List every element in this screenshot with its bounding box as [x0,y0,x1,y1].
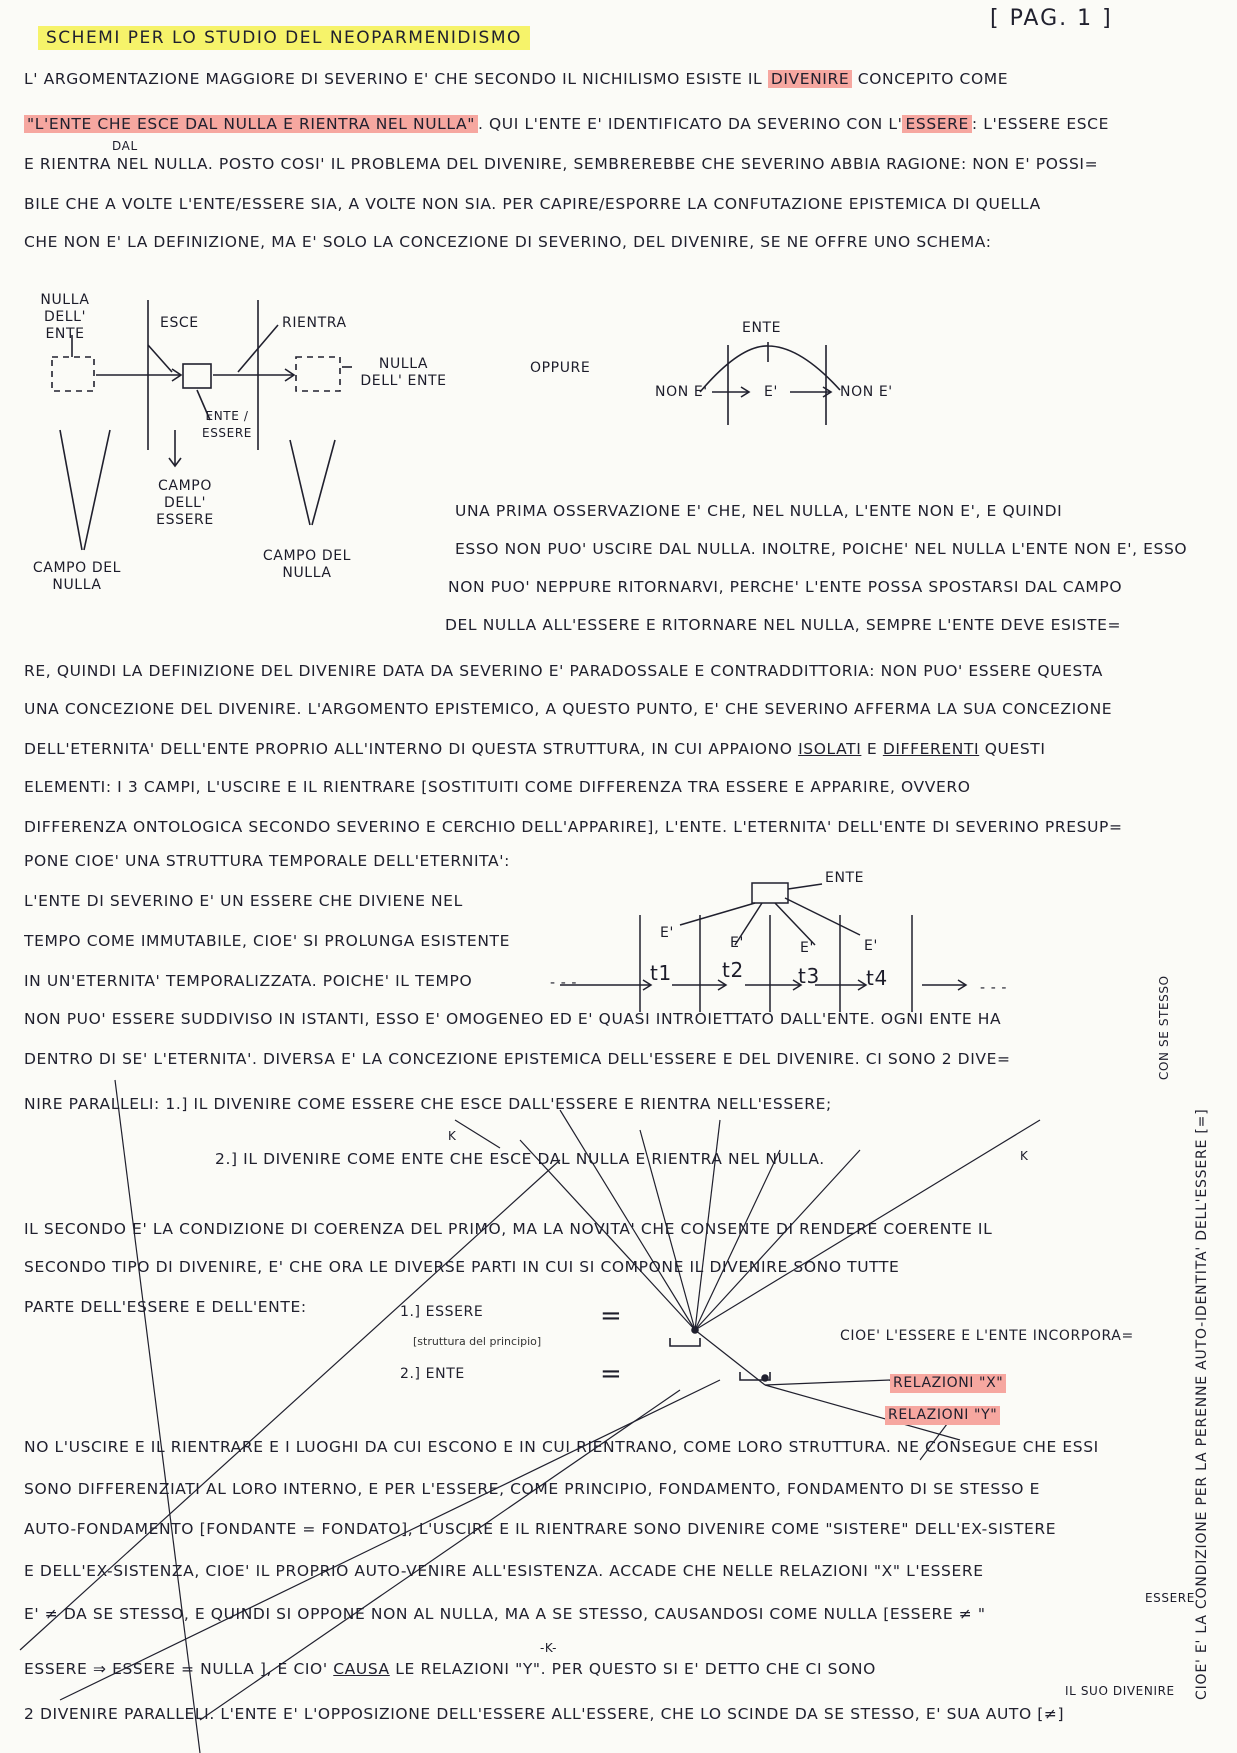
time-line-3: IN UN'ETERNITA' TEMPORALIZZATA. POICHE' IL TEMPO [24,972,473,990]
time-line-5: DENTRO DI SE' L'ETERNITA'. DIVERSA E' LA CONCEZIONE EPISTEMICA DELL'ESSERE E DEL DIVENIRE. CI SONO 2 DIVE= [24,1050,1011,1068]
body-line-3 [24,740,1209,758]
label-k-causa: -K- [540,1641,558,1655]
body-line-5: DIFFERENZA ONTOLOGICA SECONDO SEVERINO E CERCHIO DELL'APPARIRE], L'ENTE. L'ETERNITA' DELL'ENTE DI SEVERINO PRESUP= [24,818,1123,836]
final-line-3: AUTO-FONDAMENTO [FONDANTE = FONDATO], L'USCIRE E IL RIENTRARE SONO DIVENIRE COME "SISTERE" DELL'EX-SISTERE [24,1520,1057,1538]
insert-dal: DAL [112,139,138,153]
equals-2: = [600,1359,623,1389]
time-line-4: NON PUO' ESSERE SUDDIVISO IN ISTANTI, ESSO E' OMOGENEO ED E' QUASI INTROIETTATO DALL'ENTE. OGNI ENTE HA [24,1010,1002,1028]
page-title: SCHEMI PER LO STUDIO DEL NEOPARMENIDISMO [38,26,530,50]
bracket-glyphs [670,1327,770,1381]
margin-vertical-small [1157,880,1205,1080]
null-box-left [52,357,94,391]
final-line-1: NO L'USCIRE E IL RIENTRARE E I LUOGHI DA CUI ESCONO E IN CUI RIENTRANO, COME LORO STRUTTURA. NE CONSEGUE CHE ESSI [24,1438,1099,1456]
highlight-definition: "L'ENTE CHE ESCE DAL NULLA E RIENTRA NEL NULLA" [24,115,478,133]
margin-note-main: CIOE' E' LA CONDIZIONE PER LA PERENNE AUTO-IDENTITA' DELL'ESSERE [=] [1194,1108,1210,1700]
equals-1: = [600,1301,623,1331]
label-campo-nulla-left: CAMPO DEL NULLA [32,560,122,593]
being-box [183,364,211,388]
label-campo-essere: CAMPO DELL' ESSERE [156,478,214,528]
label-e-2: E' [730,935,744,951]
body-line-6: PONE CIOE' UNA STRUTTURA TEMPORALE DELL'ETERNITA': [24,852,510,870]
intro-line-4: BILE CHE A VOLTE L'ENTE/ESSERE SIA, A VOLTE NON SIA. PER CAPIRE/ESPORRE LA CONFUTAZIONE EPISTEMICA DI QUELLA [24,195,1041,213]
label-dots-right: - - - [980,980,1008,996]
page-number: [ PAG. 1 ] [990,6,1113,31]
label-k-2: K [1020,1149,1029,1163]
label-dots-left: - - - [550,975,578,991]
relazioni-y: RELAZIONI "Y" [885,1406,1000,1425]
body-line-4: ELEMENTI: I 3 CAMPI, L'USCIRE E IL RIENTRARE [SOSTITUITI COME DIFFERENZA TRA ESSERE E APPARIRE, OVVERO [24,778,971,796]
label-t4: t4 [866,966,888,990]
label-t3: t3 [798,964,820,988]
label-nulla-ente-right: NULLA DELL' ENTE [360,356,447,389]
intro-line-3: E RIENTRA NEL NULLA. POSTO COSI' IL PROBLEMA DEL DIVENIRE, SEMBREREBBE CHE SEVERINO ABBIA RAGIONE: NON E' POSSI= [24,155,1099,173]
label-ente-essere: ENTE / ESSERE [202,409,252,440]
highlight-divenire: DIVENIRE [768,70,852,88]
label-nulla-ente-top: NULLA DELL' ENTE [40,292,90,342]
label-non-e-left: NON E' [655,384,708,400]
intro-text: L' ARGOMENTAZIONE MAGGIORE DI SEVERINO E' CHE SECONDO IL NICHILISMO ESISTE IL [24,70,768,88]
relazioni-x: RELAZIONI "X" [890,1374,1006,1393]
label-non-e-right: NON E' [840,384,893,400]
final-text: LE RELAZIONI "Y". PER QUESTO SI E' DETTO CHE CI SONO [389,1660,876,1678]
final-sup-essere: ESSERE [1145,1591,1195,1605]
label-t1: t1 [650,961,672,985]
second-line-2: SECONDO TIPO DI DIVENIRE, E' CHE ORA LE DIVERSE PARTI IN CUI SI COMPONE IL DIVENIRE SONO TUTTE [24,1258,900,1276]
item-ente: 2.] ENTE [400,1366,465,1382]
time-line-1: L'ENTE DI SEVERINO E' UN ESSERE CHE DIVIENE NEL [24,892,463,910]
ente-box [752,883,788,903]
label-ente: ENTE [742,320,782,336]
label-e-4: E' [864,938,878,954]
obs-line-1: UNA PRIMA OSSERVAZIONE E' CHE, NEL NULLA, L'ENTE NON E', E QUINDI [455,502,1063,520]
body-text: QUESTI [979,740,1046,758]
item-essere: 1.] ESSERE [400,1304,484,1320]
final-text: ESSERE ⇒ ESSERE = NULLA ], E CIO' [24,1660,334,1678]
label-e-1: E' [660,925,674,941]
body-line-2: UNA CONCEZIONE DEL DIVENIRE. L'ARGOMENTO EPISTEMICO, A QUESTO PUNTO, E' CHE SEVERINO AFFERMA LA SUA CONCEZIONE [24,700,1113,718]
body-text: DELL'ETERNITA' DELL'ENTE PROPRIO ALL'INTERNO DI QUESTA STRUTTURA, IN CUI APPAIONO [24,740,799,758]
final-line-7: 2 DIVENIRE PARALLELI. L'ENTE E' L'OPPOSIZIONE DELL'ESSERE ALL'ESSERE, CHE LO SCINDE DA SE STESSO, E' SUA AUTO [≠] [24,1705,1065,1723]
final-line-4: E DELL'EX-SISTENZA, CIOE' IL PROPRIO AUTO-VENIRE ALL'ESISTENZA. ACCADE CHE NELLE RELAZIONI "X" L'ESSERE [24,1562,984,1580]
time-line-6: NIRE PARALLELI: 1.] IL DIVENIRE COME ESSERE CHE ESCE DALL'ESSERE E RIENTRA NELL'ESSERE; [24,1095,832,1113]
obs-line-2: ESSO NON PUO' USCIRE DAL NULLA. INOLTRE, POICHE' NEL NULLA L'ENTE NON E', ESSO [455,540,1188,558]
body-line-1: RE, QUINDI LA DEFINIZIONE DEL DIVENIRE DATA DA SEVERINO E' PARADOSSALE E CONTRADDITTORIA: NON PUO' ESSERE QUESTA [24,662,1103,680]
obs-line-4: DEL NULLA ALL'ESSERE E RITORNARE NEL NULLA, SEMPRE L'ENTE DEVE ESISTE= [445,616,1122,634]
intro-text: : L'ESSERE ESCE [971,115,1109,133]
label-e: E' [764,384,778,400]
second-line-3: PARTE DELL'ESSERE E DELL'ENTE: [24,1298,307,1316]
diagram-time [560,883,966,1012]
final-line-5: E' ≠ DA SE STESSO, E QUINDI SI OPPONE NON AL NULLA, MA A SE STESSO, CAUSANDOSI COME NULLA [ESSERE ≠ " [24,1605,986,1623]
highlight-essere: ESSERE [902,115,971,133]
time-line-2: TEMPO COME IMMUTABILE, CIOE' SI PROLUNGA ESISTENTE [24,932,510,950]
word-isolati: ISOLATI [798,740,862,758]
label-oppure: OPPURE [530,360,591,376]
label-campo-nulla-right: CAMPO DEL NULLA [262,548,352,581]
item-essere-note: [struttura del principio] [413,1335,542,1348]
label-esce: ESCE [160,315,199,331]
intro-line-5: CHE NON E' LA DEFINIZIONE, MA E' SOLO LA CONCEZIONE DI SEVERINO, DEL DIVENIRE, SE NE OFFRE UNO SCHEMA: [24,233,992,251]
word-causa: CAUSA [333,1660,390,1678]
label-rientra: RIENTRA [282,315,347,331]
cioe-text: CIOE' L'ESSERE E L'ENTE INCORPORA= [840,1328,1134,1344]
null-box-right [296,357,340,391]
time-line-7: 2.] IL DIVENIRE COME ENTE CHE ESCE DAL NULLA E RIENTRA NEL NULLA. [215,1150,825,1168]
label-t2: t2 [722,958,744,982]
final-line-2: SONO DIFFERENZIATI AL LORO INTERNO, E PER L'ESSERE, COME PRINCIPIO, FONDAMENTO, FONDAMENTO DI SE STESSO E [24,1480,1040,1498]
second-line-1: IL SECONDO E' LA CONDIZIONE DI COERENZA DEL PRIMO, MA LA NOVITA' CHE CONSENTE DI RENDERE COERENTE IL [24,1220,993,1238]
final-sup-divenire: IL SUO DIVENIRE [1065,1684,1175,1698]
label-e-3: E' [800,940,814,956]
label-time-ente: ENTE [825,870,865,886]
obs-line-3: NON PUO' NEPPURE RITORNARVI, PERCHE' L'ENTE POSSA SPOSTARSI DAL CAMPO [448,578,1123,596]
label-k-1: K [448,1129,457,1143]
final-line-6 [24,1660,1174,1678]
margin-note-small: CON SE STESSO [1157,975,1171,1080]
body-text: E [861,740,883,758]
word-differenti: DIFFERENTI [882,740,980,758]
intro-text: CONCEPITO COME [852,70,1009,88]
intro-text: . QUI L'ENTE E' IDENTIFICATO DA SEVERINO CON L' [477,115,903,133]
